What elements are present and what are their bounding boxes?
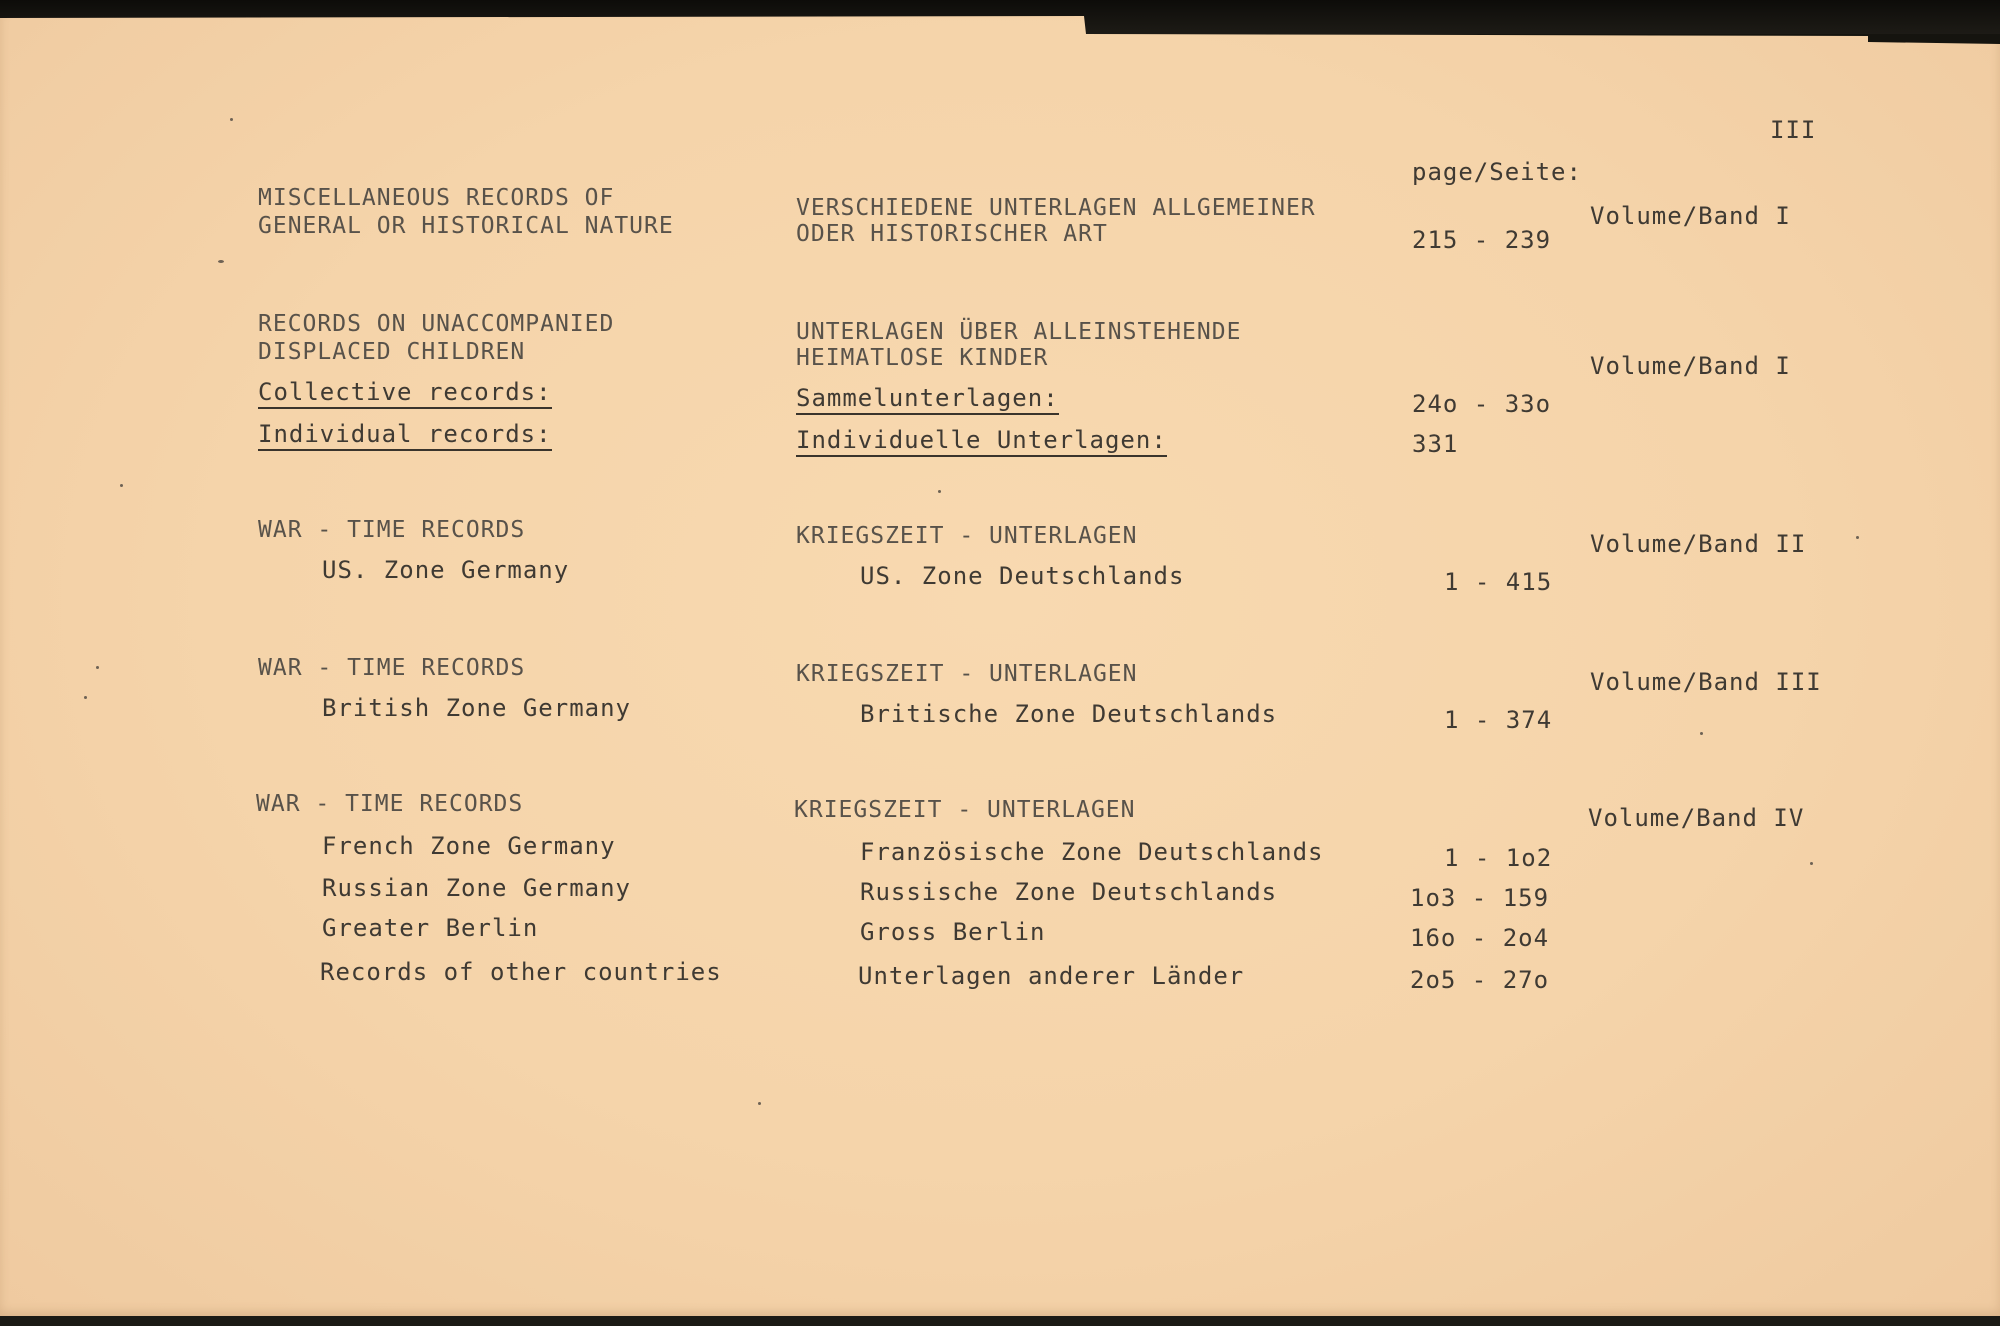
section-5-german-heading: KRIEGSZEIT - UNTERLAGEN (794, 797, 1136, 823)
collective-records-pages: 24o - 33o (1412, 390, 1552, 418)
section-1-german-heading-line-1: VERSCHIEDENE UNTERLAGEN ALLGEMEINER (796, 195, 1316, 221)
section-5-volume: Volume/Band IV (1588, 804, 1805, 832)
section-1-volume: Volume/Band I (1590, 202, 1791, 230)
greater-berlin-pages: 16o - 2o4 (1410, 924, 1550, 952)
paper-speck (96, 666, 99, 669)
section-5-english-heading: WAR - TIME RECORDS (256, 791, 524, 817)
paper-speck (120, 484, 123, 487)
page-number: III (1770, 116, 1817, 144)
other-countries-english: Records of other countries (320, 958, 722, 986)
section-1-page-range: 215 - 239 (1412, 226, 1552, 254)
individual-records-pages: 331 (1412, 430, 1459, 458)
french-zone-english: French Zone Germany (322, 832, 616, 860)
paper-speck (218, 260, 224, 263)
section-1-english-heading-line-1: MISCELLANEOUS RECORDS OF (258, 185, 615, 211)
scan-bottom-edge (0, 1316, 2000, 1326)
section-4-volume: Volume/Band III (1590, 668, 1822, 696)
us-zone-pages: 1 - 415 (1444, 568, 1553, 596)
section-1-english-heading-line-2: GENERAL OR HISTORICAL NATURE (258, 213, 674, 239)
section-3-german-heading: KRIEGSZEIT - UNTERLAGEN (796, 523, 1138, 549)
paper-speck (230, 118, 233, 121)
section-1-german-heading-line-2: ODER HISTORISCHER ART (796, 221, 1108, 247)
russian-zone-german: Russische Zone Deutschlands (860, 878, 1278, 906)
section-2-volume: Volume/Band I (1590, 352, 1791, 380)
sammelunterlagen-label: Sammelunterlagen: (796, 384, 1059, 415)
paper-speck (1700, 732, 1703, 735)
paper-speck (938, 490, 941, 493)
paper-speck (758, 1102, 761, 1105)
greater-berlin-german: Gross Berlin (860, 918, 1046, 946)
section-2-english-heading-line-1: RECORDS ON UNACCOMPANIED (258, 311, 615, 337)
other-countries-german: Unterlagen anderer Länder (858, 962, 1245, 990)
other-countries-pages: 2o5 - 27o (1410, 966, 1550, 994)
section-4-english-heading: WAR - TIME RECORDS (258, 655, 526, 681)
paper-speck (84, 696, 87, 699)
paper-speck (1856, 536, 1859, 539)
section-4-german-heading: KRIEGSZEIT - UNTERLAGEN (796, 661, 1138, 687)
section-3-volume: Volume/Band II (1590, 530, 1807, 558)
collective-records-label: Collective records: (258, 378, 552, 409)
section-3-english-heading: WAR - TIME RECORDS (258, 517, 526, 543)
section-2-german-heading-line-1: UNTERLAGEN ÜBER ALLEINSTEHENDE (796, 319, 1242, 345)
british-zone-german: Britische Zone Deutschlands (860, 700, 1278, 728)
british-zone-english: British Zone Germany (322, 694, 631, 722)
french-zone-pages: 1 - 1o2 (1444, 844, 1553, 872)
russian-zone-pages: 1o3 - 159 (1410, 884, 1550, 912)
page-column-header: page/Seite: (1412, 158, 1582, 186)
russian-zone-english: Russian Zone Germany (322, 874, 631, 902)
section-2-english-heading-line-2: DISPLACED CHILDREN (258, 339, 526, 365)
british-zone-pages: 1 - 374 (1444, 706, 1553, 734)
us-zone-german: US. Zone Deutschlands (860, 562, 1185, 590)
section-2-german-heading-line-2: HEIMATLOSE KINDER (796, 345, 1049, 371)
greater-berlin-english: Greater Berlin (322, 914, 539, 942)
individual-records-label: Individual records: (258, 420, 552, 451)
us-zone-english: US. Zone Germany (322, 556, 570, 584)
paper-speck (1810, 862, 1813, 865)
french-zone-german: Französische Zone Deutschlands (860, 838, 1324, 866)
individuelle-unterlagen-label: Individuelle Unterlagen: (796, 426, 1167, 457)
